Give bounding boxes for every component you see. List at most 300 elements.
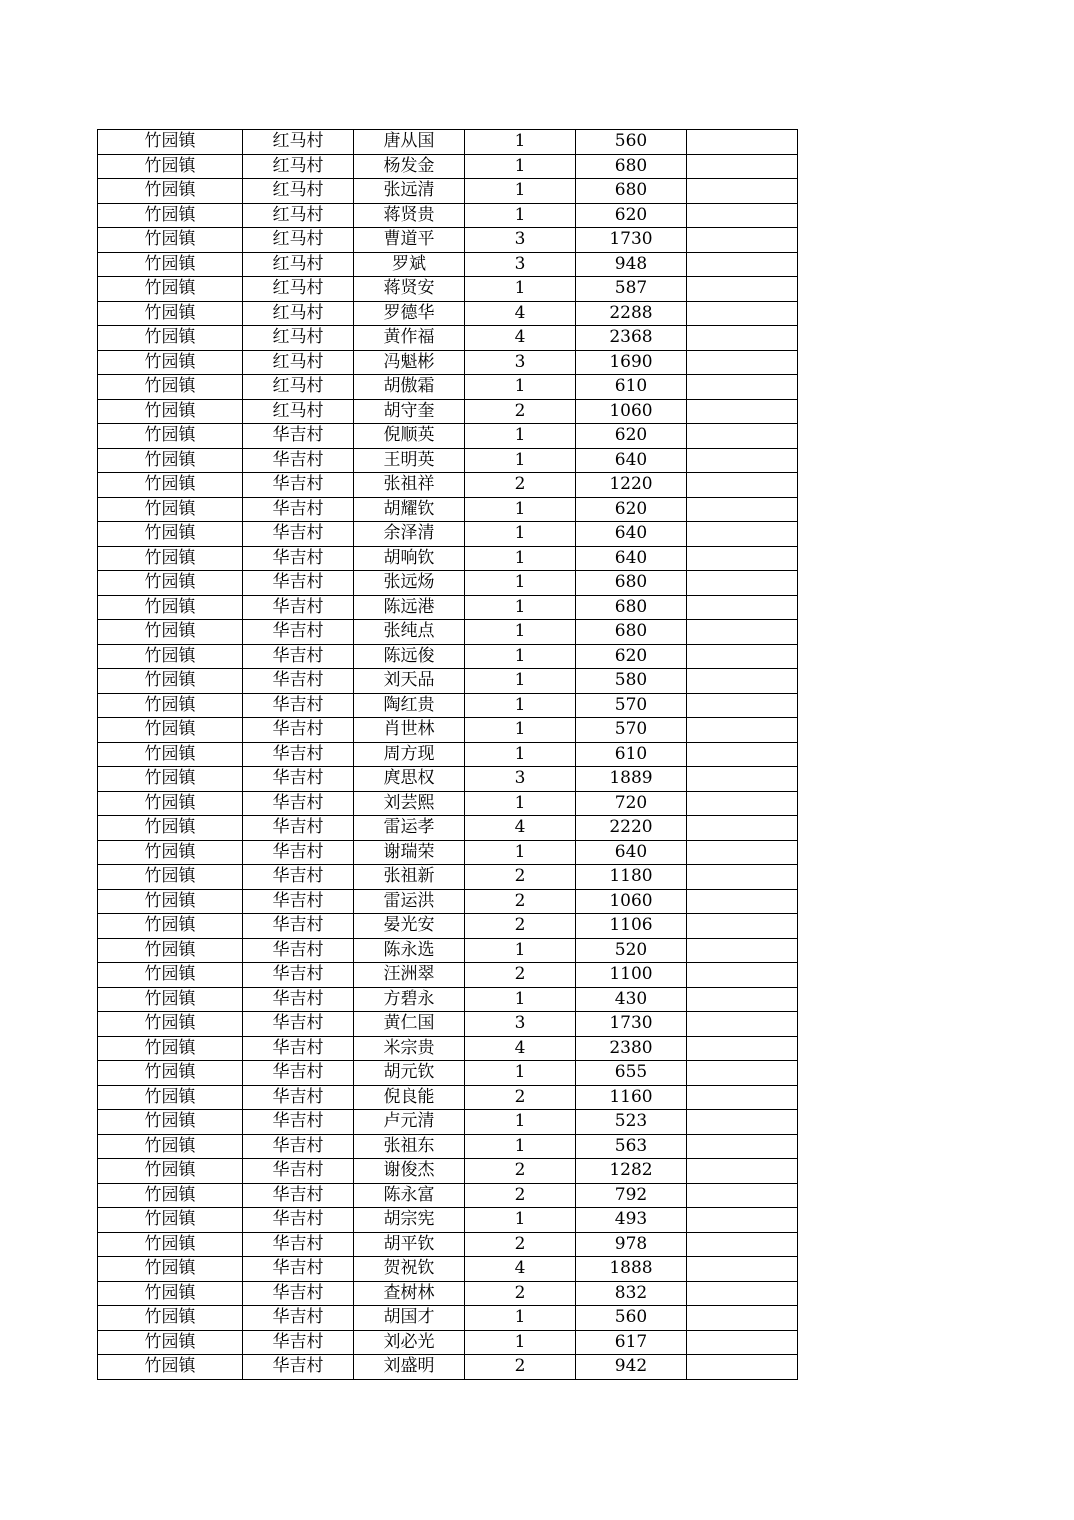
note-cell: [687, 791, 798, 816]
count-cell: 1: [465, 987, 576, 1012]
name-cell: 胡傲霜: [354, 375, 465, 400]
count-cell: 1: [465, 742, 576, 767]
village-cell: 华吉村: [243, 938, 354, 963]
name-cell: 倪顺英: [354, 424, 465, 449]
name-cell: 陶红贵: [354, 693, 465, 718]
name-cell: 肖世林: [354, 718, 465, 743]
town-cell: 竹园镇: [98, 252, 243, 277]
note-cell: [687, 669, 798, 694]
name-cell: 庹思权: [354, 767, 465, 792]
village-cell: 华吉村: [243, 791, 354, 816]
village-cell: 红马村: [243, 301, 354, 326]
count-cell: 1: [465, 522, 576, 547]
table-row: [98, 326, 798, 351]
name-cell: 胡宗宪: [354, 1208, 465, 1233]
name-cell: 周方现: [354, 742, 465, 767]
table-row: [98, 840, 798, 865]
name-cell: 刘必光: [354, 1330, 465, 1355]
table-row: [98, 448, 798, 473]
count-cell: 1: [465, 277, 576, 302]
town-cell: 竹园镇: [98, 203, 243, 228]
village-cell: 华吉村: [243, 1208, 354, 1233]
count-cell: 3: [465, 1012, 576, 1037]
village-cell: 华吉村: [243, 865, 354, 890]
village-cell: 华吉村: [243, 742, 354, 767]
town-cell: 竹园镇: [98, 179, 243, 204]
town-cell: 竹园镇: [98, 1036, 243, 1061]
note-cell: [687, 987, 798, 1012]
amount-cell: 620: [576, 644, 687, 669]
note-cell: [687, 1134, 798, 1159]
amount-cell: 948: [576, 252, 687, 277]
table-row: [98, 595, 798, 620]
table-row: [98, 1257, 798, 1282]
note-cell: [687, 228, 798, 253]
count-cell: 3: [465, 252, 576, 277]
amount-cell: 620: [576, 203, 687, 228]
village-cell: 华吉村: [243, 1110, 354, 1135]
count-cell: 2: [465, 1355, 576, 1380]
note-cell: [687, 718, 798, 743]
village-cell: 华吉村: [243, 595, 354, 620]
name-cell: 张祖新: [354, 865, 465, 890]
amount-cell: 680: [576, 571, 687, 596]
amount-cell: 680: [576, 595, 687, 620]
note-cell: [687, 203, 798, 228]
town-cell: 竹园镇: [98, 522, 243, 547]
note-cell: [687, 938, 798, 963]
town-cell: 竹园镇: [98, 987, 243, 1012]
amount-cell: 560: [576, 1306, 687, 1331]
town-cell: 竹园镇: [98, 889, 243, 914]
name-cell: 胡守奎: [354, 399, 465, 424]
count-cell: 1: [465, 938, 576, 963]
town-cell: 竹园镇: [98, 840, 243, 865]
village-cell: 华吉村: [243, 1085, 354, 1110]
amount-cell: 430: [576, 987, 687, 1012]
note-cell: [687, 424, 798, 449]
village-cell: 华吉村: [243, 840, 354, 865]
count-cell: 2: [465, 1183, 576, 1208]
name-cell: 卢元清: [354, 1110, 465, 1135]
village-cell: 红马村: [243, 154, 354, 179]
village-cell: 红马村: [243, 277, 354, 302]
table-row: [98, 179, 798, 204]
count-cell: 2: [465, 1281, 576, 1306]
table-row: [98, 791, 798, 816]
amount-cell: 1180: [576, 865, 687, 890]
count-cell: 1: [465, 546, 576, 571]
table-row: [98, 987, 798, 1012]
town-cell: 竹园镇: [98, 350, 243, 375]
village-cell: 华吉村: [243, 1257, 354, 1282]
note-cell: [687, 1036, 798, 1061]
count-cell: 3: [465, 767, 576, 792]
amount-cell: 563: [576, 1134, 687, 1159]
name-cell: 蒋贤安: [354, 277, 465, 302]
village-cell: 华吉村: [243, 424, 354, 449]
table-row: [98, 669, 798, 694]
amount-cell: 620: [576, 497, 687, 522]
village-cell: 华吉村: [243, 669, 354, 694]
table-row: [98, 571, 798, 596]
town-cell: 竹园镇: [98, 228, 243, 253]
village-cell: 红马村: [243, 350, 354, 375]
amount-cell: 523: [576, 1110, 687, 1135]
town-cell: 竹园镇: [98, 301, 243, 326]
town-cell: 竹园镇: [98, 1306, 243, 1331]
count-cell: 4: [465, 1036, 576, 1061]
note-cell: [687, 1355, 798, 1380]
name-cell: 陈永选: [354, 938, 465, 963]
name-cell: 陈远港: [354, 595, 465, 620]
table-row: [98, 865, 798, 890]
village-cell: 红马村: [243, 375, 354, 400]
village-cell: 华吉村: [243, 1281, 354, 1306]
amount-cell: 640: [576, 448, 687, 473]
amount-cell: 1106: [576, 914, 687, 939]
count-cell: 1: [465, 620, 576, 645]
village-cell: 红马村: [243, 130, 354, 155]
note-cell: [687, 448, 798, 473]
name-cell: 张祖东: [354, 1134, 465, 1159]
count-cell: 2: [465, 914, 576, 939]
table-row: [98, 767, 798, 792]
table-row: [98, 718, 798, 743]
amount-cell: 570: [576, 693, 687, 718]
note-cell: [687, 473, 798, 498]
note-cell: [687, 1012, 798, 1037]
name-cell: 谢俊杰: [354, 1159, 465, 1184]
village-cell: 华吉村: [243, 644, 354, 669]
name-cell: 蒋贤贵: [354, 203, 465, 228]
table-row: [98, 1085, 798, 1110]
table-row: [98, 963, 798, 988]
village-cell: 华吉村: [243, 718, 354, 743]
note-cell: [687, 1330, 798, 1355]
table-row: [98, 1134, 798, 1159]
note-cell: [687, 963, 798, 988]
village-cell: 华吉村: [243, 1232, 354, 1257]
town-cell: 竹园镇: [98, 1110, 243, 1135]
note-cell: [687, 1306, 798, 1331]
town-cell: 竹园镇: [98, 816, 243, 841]
note-cell: [687, 154, 798, 179]
village-cell: 红马村: [243, 228, 354, 253]
note-cell: [687, 375, 798, 400]
note-cell: [687, 130, 798, 155]
name-cell: 雷运洪: [354, 889, 465, 914]
town-cell: 竹园镇: [98, 865, 243, 890]
amount-cell: 680: [576, 179, 687, 204]
name-cell: 胡响钦: [354, 546, 465, 571]
note-cell: [687, 497, 798, 522]
amount-cell: 1730: [576, 228, 687, 253]
table-row: [98, 1183, 798, 1208]
amount-cell: 1060: [576, 889, 687, 914]
table-row: [98, 742, 798, 767]
village-cell: 华吉村: [243, 1183, 354, 1208]
note-cell: [687, 840, 798, 865]
note-cell: [687, 179, 798, 204]
count-cell: 4: [465, 816, 576, 841]
village-cell: 华吉村: [243, 693, 354, 718]
town-cell: 竹园镇: [98, 669, 243, 694]
table-row: [98, 816, 798, 841]
count-cell: 1: [465, 375, 576, 400]
town-cell: 竹园镇: [98, 1208, 243, 1233]
note-cell: [687, 620, 798, 645]
note-cell: [687, 252, 798, 277]
count-cell: 4: [465, 326, 576, 351]
town-cell: 竹园镇: [98, 571, 243, 596]
amount-cell: 493: [576, 1208, 687, 1233]
table-row: [98, 1061, 798, 1086]
note-cell: [687, 1110, 798, 1135]
amount-cell: 1060: [576, 399, 687, 424]
count-cell: 3: [465, 228, 576, 253]
name-cell: 曹道平: [354, 228, 465, 253]
table-row: [98, 1036, 798, 1061]
town-cell: 竹园镇: [98, 595, 243, 620]
amount-cell: 560: [576, 130, 687, 155]
name-cell: 张远清: [354, 179, 465, 204]
amount-cell: 2380: [576, 1036, 687, 1061]
name-cell: 张远炀: [354, 571, 465, 596]
count-cell: 1: [465, 130, 576, 155]
town-cell: 竹园镇: [98, 1159, 243, 1184]
note-cell: [687, 326, 798, 351]
table-row: [98, 1012, 798, 1037]
name-cell: 刘天品: [354, 669, 465, 694]
town-cell: 竹园镇: [98, 154, 243, 179]
amount-cell: 2220: [576, 816, 687, 841]
note-cell: [687, 693, 798, 718]
table-row: [98, 1355, 798, 1380]
name-cell: 米宗贵: [354, 1036, 465, 1061]
name-cell: 罗斌: [354, 252, 465, 277]
note-cell: [687, 1085, 798, 1110]
count-cell: 1: [465, 1330, 576, 1355]
note-cell: [687, 742, 798, 767]
amount-cell: 680: [576, 620, 687, 645]
name-cell: 刘芸熙: [354, 791, 465, 816]
name-cell: 方碧永: [354, 987, 465, 1012]
count-cell: 1: [465, 1061, 576, 1086]
town-cell: 竹园镇: [98, 914, 243, 939]
table-row: [98, 473, 798, 498]
village-cell: 红马村: [243, 179, 354, 204]
amount-cell: 655: [576, 1061, 687, 1086]
village-cell: 华吉村: [243, 1306, 354, 1331]
note-cell: [687, 1159, 798, 1184]
amount-cell: 640: [576, 522, 687, 547]
village-cell: 红马村: [243, 252, 354, 277]
name-cell: 雷运孝: [354, 816, 465, 841]
table-row: [98, 1330, 798, 1355]
count-cell: 1: [465, 448, 576, 473]
note-cell: [687, 350, 798, 375]
amount-cell: 617: [576, 1330, 687, 1355]
village-cell: 红马村: [243, 399, 354, 424]
note-cell: [687, 277, 798, 302]
amount-cell: 520: [576, 938, 687, 963]
village-cell: 华吉村: [243, 448, 354, 473]
count-cell: 1: [465, 497, 576, 522]
table-row: [98, 938, 798, 963]
amount-cell: 832: [576, 1281, 687, 1306]
town-cell: 竹园镇: [98, 1085, 243, 1110]
town-cell: 竹园镇: [98, 277, 243, 302]
village-cell: 华吉村: [243, 1061, 354, 1086]
table-row: [98, 228, 798, 253]
town-cell: 竹园镇: [98, 546, 243, 571]
town-cell: 竹园镇: [98, 1134, 243, 1159]
amount-cell: 1160: [576, 1085, 687, 1110]
note-cell: [687, 595, 798, 620]
note-cell: [687, 301, 798, 326]
note-cell: [687, 914, 798, 939]
amount-cell: 2288: [576, 301, 687, 326]
amount-cell: 610: [576, 742, 687, 767]
note-cell: [687, 865, 798, 890]
name-cell: 张纯点: [354, 620, 465, 645]
count-cell: 1: [465, 203, 576, 228]
table-row: [98, 546, 798, 571]
town-cell: 竹园镇: [98, 620, 243, 645]
table-row: [98, 914, 798, 939]
table-row: [98, 252, 798, 277]
table-row: [98, 1208, 798, 1233]
village-cell: 华吉村: [243, 497, 354, 522]
village-cell: 华吉村: [243, 1134, 354, 1159]
village-cell: 红马村: [243, 203, 354, 228]
household-table: [97, 129, 798, 1380]
amount-cell: 640: [576, 546, 687, 571]
name-cell: 张祖祥: [354, 473, 465, 498]
amount-cell: 1888: [576, 1257, 687, 1282]
name-cell: 黄仁国: [354, 1012, 465, 1037]
note-cell: [687, 522, 798, 547]
note-cell: [687, 546, 798, 571]
village-cell: 华吉村: [243, 987, 354, 1012]
town-cell: 竹园镇: [98, 497, 243, 522]
town-cell: 竹园镇: [98, 718, 243, 743]
table-row: [98, 424, 798, 449]
table-body: [98, 130, 798, 1380]
name-cell: 胡国才: [354, 1306, 465, 1331]
town-cell: 竹园镇: [98, 375, 243, 400]
note-cell: [687, 1232, 798, 1257]
table-row: [98, 522, 798, 547]
amount-cell: 978: [576, 1232, 687, 1257]
town-cell: 竹园镇: [98, 326, 243, 351]
village-cell: 华吉村: [243, 1036, 354, 1061]
note-cell: [687, 1208, 798, 1233]
town-cell: 竹园镇: [98, 1330, 243, 1355]
name-cell: 黄作福: [354, 326, 465, 351]
town-cell: 竹园镇: [98, 1257, 243, 1282]
village-cell: 华吉村: [243, 571, 354, 596]
table-row: [98, 1110, 798, 1135]
name-cell: 查树林: [354, 1281, 465, 1306]
table-row: [98, 130, 798, 155]
village-cell: 华吉村: [243, 889, 354, 914]
table-row: [98, 277, 798, 302]
amount-cell: 1690: [576, 350, 687, 375]
table-row: [98, 620, 798, 645]
name-cell: 贺祝钦: [354, 1257, 465, 1282]
name-cell: 汪洲翠: [354, 963, 465, 988]
note-cell: [687, 1183, 798, 1208]
table-row: [98, 497, 798, 522]
name-cell: 王明英: [354, 448, 465, 473]
name-cell: 晏光安: [354, 914, 465, 939]
note-cell: [687, 889, 798, 914]
count-cell: 1: [465, 1134, 576, 1159]
count-cell: 1: [465, 644, 576, 669]
village-cell: 华吉村: [243, 1159, 354, 1184]
count-cell: 1: [465, 1208, 576, 1233]
name-cell: 罗德华: [354, 301, 465, 326]
amount-cell: 1100: [576, 963, 687, 988]
village-cell: 华吉村: [243, 522, 354, 547]
table-row: [98, 889, 798, 914]
count-cell: 1: [465, 571, 576, 596]
name-cell: 谢瑞荣: [354, 840, 465, 865]
table-row: [98, 375, 798, 400]
town-cell: 竹园镇: [98, 767, 243, 792]
table-row: [98, 399, 798, 424]
count-cell: 2: [465, 963, 576, 988]
town-cell: 竹园镇: [98, 644, 243, 669]
note-cell: [687, 1257, 798, 1282]
town-cell: 竹园镇: [98, 1232, 243, 1257]
count-cell: 2: [465, 1085, 576, 1110]
count-cell: 1: [465, 424, 576, 449]
table-row: [98, 301, 798, 326]
amount-cell: 587: [576, 277, 687, 302]
count-cell: 2: [465, 1159, 576, 1184]
note-cell: [687, 399, 798, 424]
name-cell: 杨发金: [354, 154, 465, 179]
table-row: [98, 154, 798, 179]
count-cell: 4: [465, 301, 576, 326]
note-cell: [687, 1281, 798, 1306]
table-row: [98, 350, 798, 375]
note-cell: [687, 644, 798, 669]
table-row: [98, 644, 798, 669]
amount-cell: 792: [576, 1183, 687, 1208]
town-cell: 竹园镇: [98, 1061, 243, 1086]
amount-cell: 570: [576, 718, 687, 743]
name-cell: 唐从国: [354, 130, 465, 155]
count-cell: 2: [465, 473, 576, 498]
town-cell: 竹园镇: [98, 1183, 243, 1208]
town-cell: 竹园镇: [98, 963, 243, 988]
count-cell: 1: [465, 1110, 576, 1135]
count-cell: 1: [465, 840, 576, 865]
village-cell: 华吉村: [243, 816, 354, 841]
table-row: [98, 1281, 798, 1306]
amount-cell: 580: [576, 669, 687, 694]
town-cell: 竹园镇: [98, 130, 243, 155]
name-cell: 刘盛明: [354, 1355, 465, 1380]
amount-cell: 2368: [576, 326, 687, 351]
count-cell: 1: [465, 179, 576, 204]
village-cell: 华吉村: [243, 473, 354, 498]
name-cell: 胡平钦: [354, 1232, 465, 1257]
